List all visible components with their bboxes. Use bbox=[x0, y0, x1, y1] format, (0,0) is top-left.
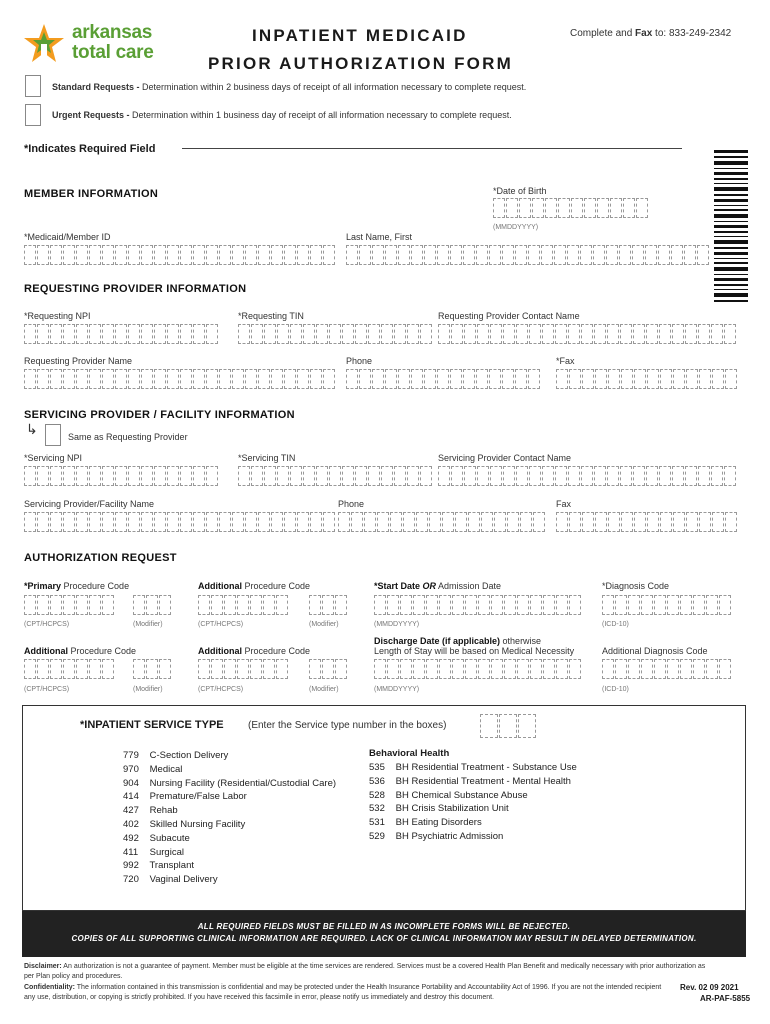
diagnosis-code-input[interactable] bbox=[602, 595, 732, 615]
cpt-hint-1: (CPT/HCPCS) bbox=[24, 621, 70, 628]
service-type-list-left bbox=[123, 749, 336, 887]
warning-banner bbox=[22, 911, 746, 957]
additional-modifier-input-3[interactable] bbox=[309, 659, 348, 679]
service-option: 427 Rehab bbox=[123, 805, 178, 817]
requesting-tin-label: *Requesting TIN bbox=[238, 311, 304, 321]
logo bbox=[22, 22, 167, 66]
urgent-request-checkbox[interactable] bbox=[25, 104, 41, 126]
servicing-npi-label: *Servicing NPI bbox=[24, 453, 83, 463]
disclaimer-text: Disclaimer: An authorization is not a guarantee of payment. Member must be eligible at the time services are rendered. Services must be a covered Health Plan Benefit and medically necessary with prior authorization as per Plan policy and procedures. bbox=[24, 963, 706, 980]
logo-text-2: total care bbox=[72, 42, 154, 63]
servicing-name-input[interactable] bbox=[24, 512, 336, 532]
servicing-section-heading: SERVICING PROVIDER / FACILITY INFORMATION bbox=[24, 409, 295, 421]
requesting-contact-label: Requesting Provider Contact Name bbox=[438, 311, 580, 321]
requesting-name-input[interactable] bbox=[24, 369, 336, 389]
member-section-heading: MEMBER INFORMATION bbox=[24, 188, 159, 200]
modifier-hint-3: (Modifier) bbox=[133, 686, 163, 693]
divider-line bbox=[182, 148, 682, 149]
fax-note: Complete and Fax to: 833-249-2342 bbox=[570, 28, 732, 39]
requesting-phone-label: Phone bbox=[346, 356, 373, 366]
arrow-icon: ↳ bbox=[26, 421, 38, 437]
servicing-contact-input[interactable] bbox=[438, 466, 737, 486]
dob-hint: (MMDDYYYY) bbox=[493, 224, 539, 231]
diagnosis-code-label: *Diagnosis Code bbox=[602, 581, 670, 591]
auth-section-heading: AUTHORIZATION REQUEST bbox=[24, 552, 177, 564]
service-option: 535 BH Residential Treatment - Substance Use bbox=[369, 762, 577, 773]
cpt-hint-3: (CPT/HCPCS) bbox=[24, 686, 70, 693]
service-option: 528 BH Chemical Substance Abuse bbox=[369, 789, 528, 801]
additional-code-label-3: Additional Procedure Code bbox=[198, 646, 311, 656]
cpt-hint-4: (CPT/HCPCS) bbox=[198, 686, 244, 693]
additional-code-label-2: Additional Procedure Code bbox=[24, 646, 137, 656]
primary-code-input[interactable] bbox=[24, 595, 115, 615]
service-option: 531 BH Eating Disorders bbox=[369, 817, 482, 829]
service-option: 720 Vaginal Delivery bbox=[123, 874, 218, 886]
same-as-requesting-label: Same as Requesting Provider bbox=[68, 432, 188, 442]
servicing-tin-input[interactable] bbox=[238, 466, 433, 486]
requesting-contact-input[interactable] bbox=[438, 324, 737, 344]
servicing-phone-input[interactable] bbox=[338, 512, 546, 532]
requesting-npi-label: *Requesting NPI bbox=[24, 311, 91, 321]
dob-label: *Date of Birth bbox=[493, 186, 547, 196]
confidentiality-text: Confidentiality: The information contained in this transmission is confidential and may be protected under the Health Insurance Portability and Accountability Act of 1996. If you are not the intended recipient any use, distribution, or copying is strictly prohibited. If you have received this facsimile in error, please notify us immediately and destroy this document. bbox=[24, 984, 662, 1001]
servicing-contact-label: Servicing Provider Contact Name bbox=[438, 453, 572, 463]
member-name-label: Last Name, First bbox=[346, 232, 413, 242]
icd-hint-1: (ICD-10) bbox=[602, 621, 629, 628]
servicing-name-label: Servicing Provider/Facility Name bbox=[24, 499, 155, 509]
standard-request-checkbox[interactable] bbox=[25, 75, 41, 97]
requesting-name-label: Requesting Provider Name bbox=[24, 356, 133, 366]
service-type-input[interactable] bbox=[480, 714, 537, 738]
service-option: 992 Transplant bbox=[123, 860, 194, 872]
same-as-requesting-checkbox[interactable] bbox=[45, 424, 61, 446]
service-option: 414 Premature/False Labor bbox=[123, 791, 247, 803]
start-date-label: *Start Date OR Admission Date bbox=[374, 581, 502, 591]
barcode-icon bbox=[714, 150, 748, 302]
requesting-phone-input[interactable] bbox=[346, 369, 541, 389]
form-title-line2: PRIOR AUTHORIZATION FORM bbox=[208, 54, 513, 73]
service-option: 492 Subacute bbox=[123, 832, 190, 844]
medicaid-id-input[interactable] bbox=[24, 245, 336, 265]
member-name-input[interactable] bbox=[346, 245, 710, 265]
additional-modifier-input-2[interactable] bbox=[133, 659, 172, 679]
additional-code-label-1: Additional Procedure Code bbox=[198, 581, 311, 591]
revision-date: Rev. 02 09 2021 bbox=[680, 983, 739, 992]
requesting-section-heading: REQUESTING PROVIDER INFORMATION bbox=[24, 283, 247, 295]
modifier-hint-4: (Modifier) bbox=[309, 686, 339, 693]
additional-code-input-3[interactable] bbox=[198, 659, 289, 679]
additional-diagnosis-input[interactable] bbox=[602, 659, 732, 679]
servicing-fax-label: Fax bbox=[556, 499, 572, 509]
cpt-hint-2: (CPT/HCPCS) bbox=[198, 621, 244, 628]
service-option: 970 Medical bbox=[123, 763, 183, 775]
form-code: AR-PAF-5855 bbox=[700, 994, 751, 1003]
requesting-fax-label: *Fax bbox=[556, 356, 575, 366]
service-type-heading: *INPATIENT SERVICE TYPE bbox=[80, 719, 224, 731]
requesting-fax-input[interactable] bbox=[556, 369, 738, 389]
servicing-phone-label: Phone bbox=[338, 499, 365, 509]
modifier-hint-2: (Modifier) bbox=[309, 621, 339, 628]
banner-line1: ALL REQUIRED FIELDS MUST BE FILLED IN AS INCOMPLETE FORMS WILL BE REJECTED. bbox=[197, 922, 571, 931]
requesting-npi-input[interactable] bbox=[24, 324, 219, 344]
banner-line2: COPIES OF ALL SUPPORTING CLINICAL INFORMATION ARE REQUIRED. LACK OF CLINICAL INFORMATION MAY RESULT IN DELAYED DETERMINATION. bbox=[71, 934, 697, 943]
primary-code-label: *Primary Procedure Code bbox=[24, 581, 130, 591]
medicaid-id-label: *Medicaid/Member ID bbox=[24, 232, 111, 242]
modifier-hint-1: (Modifier) bbox=[133, 621, 163, 628]
logo-star-icon bbox=[22, 22, 66, 66]
primary-modifier-input[interactable] bbox=[133, 595, 172, 615]
service-type-hint: (Enter the Service type number in the boxes) bbox=[248, 720, 447, 731]
service-option: 411 Surgical bbox=[123, 846, 184, 858]
date-hint-1: (MMDDYYYY) bbox=[374, 621, 420, 628]
service-option: 779 C-Section Delivery bbox=[123, 750, 229, 761]
dob-input[interactable] bbox=[493, 198, 649, 218]
discharge-date-label: Discharge Date (if applicable) otherwise bbox=[374, 636, 542, 646]
logo-text-1: arkansas bbox=[72, 22, 153, 43]
service-option: 536 BH Residential Treatment - Mental Health bbox=[369, 775, 571, 787]
requesting-tin-input[interactable] bbox=[238, 324, 433, 344]
start-date-input[interactable] bbox=[374, 595, 582, 615]
standard-request-text: Standard Requests - Determination within 2 business days of receipt of all information necessary to complete request. bbox=[52, 82, 527, 92]
service-option: 402 Skilled Nursing Facility bbox=[123, 818, 246, 830]
servicing-npi-input[interactable] bbox=[24, 466, 219, 486]
icd-hint-2: (ICD-10) bbox=[602, 686, 629, 693]
additional-diagnosis-label: Additional Diagnosis Code bbox=[602, 646, 708, 656]
date-hint-2: (MMDDYYYY) bbox=[374, 686, 420, 693]
service-option: 532 BH Crisis Stabilization Unit bbox=[369, 803, 509, 815]
service-option: 529 BH Psychiatric Admission bbox=[369, 830, 504, 842]
service-option: 904 Nursing Facility (Residential/Custodial Care) bbox=[123, 777, 337, 789]
additional-modifier-input-1[interactable] bbox=[309, 595, 348, 615]
additional-code-input-2[interactable] bbox=[24, 659, 115, 679]
discharge-date-input[interactable] bbox=[374, 659, 582, 679]
los-label: Length of Stay will be based on Medical Necessity bbox=[374, 646, 575, 656]
form-title-line1: INPATIENT MEDICAID bbox=[252, 26, 468, 45]
required-field-note: *Indicates Required Field bbox=[24, 143, 156, 155]
additional-code-input-1[interactable] bbox=[198, 595, 289, 615]
servicing-fax-input[interactable] bbox=[556, 512, 738, 532]
service-type-list-right bbox=[369, 761, 577, 844]
bh-heading: Behavioral Health bbox=[369, 748, 450, 759]
urgent-request-text: Urgent Requests - Determination within 1 business day of receipt of all information necessary to complete request. bbox=[52, 110, 512, 120]
servicing-tin-label: *Servicing TIN bbox=[238, 453, 296, 463]
